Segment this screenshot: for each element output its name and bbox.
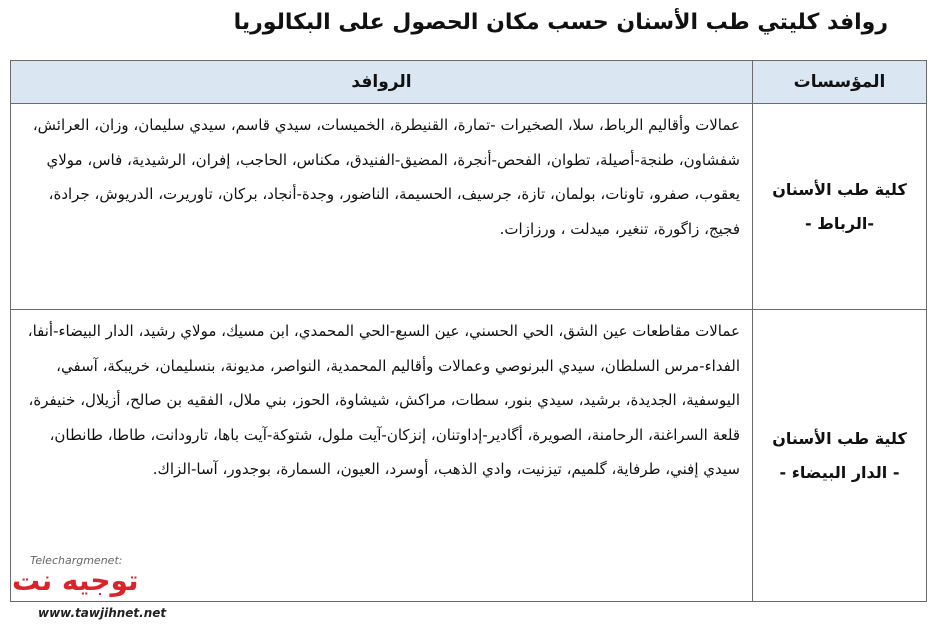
- header-institutions: المؤسسات: [753, 61, 927, 104]
- watermark-caption: Telechargmenet:: [30, 554, 123, 567]
- watermark-url[interactable]: www.tawjihnet.net: [38, 606, 167, 620]
- institution-cell: [753, 104, 927, 310]
- regions-cell: عمالات مقاطعات عين الشق، الحي الحسني، عين السبع-الحي المحمدي، ابن مسيك، مولاي رشيد، الدار البيضاء-أنفا، الفداء-مرس السلطان، سيدي البرنوصي وعمالات وأقاليم المحمدية، النواصر، مديونة، بنسليمان، خريبكة، آسفي، اليوسفية، الجديدة، برشيد، سيدي بنور، سطات، مراكش، شيشاوة، الحوز، بني ملال، الفقيه بن صالح، أزيلال، خنيفرة، قلعة السراغنة، الرحامنة، الصويرة، أگادير-إداوتنان، إنزكان-آيت ملول، شتوكة-آيت باها، تارودانت، طاطا، طانطان، سيدي إفني، طرفاية، گلميم، تيزنيت، وادي الذهب، أوسرد، العيون، السمارة، بوجدور، آسا-الزاك.: [11, 310, 753, 602]
- watermark-logo: توجيه نت: [12, 564, 139, 597]
- watermark: [8, 552, 208, 622]
- header-regions: الروافد: [11, 61, 753, 104]
- institution-name: كلية طب الأسنان: [772, 179, 907, 199]
- institution-city: - الدار البيضاء -: [779, 462, 900, 482]
- regions-cell: عمالات وأقاليم الرباط، سلا، الصخيرات -تمارة، القنيطرة، الخميسات، سيدي قاسم، سيدي سليمان، وزان، العرائش، شفشاون، طنجة-أصيلة، تطوان، الفحص-أنجرة، المضيق-الفنيدق، مكناس، الحاجب، إفران، الرشيدية، فاس، مولاي يعقوب، صفرو، تاونات، بولمان، تازة، جرسيف، الحسيمة، الناضور، وجدة-أنجاد، بركان، تاوريرت، الدريوش، جرادة، فجيج، زاگورة، تنغير، ميدلت ، ورزازات.: [11, 104, 753, 310]
- table-header-row: [11, 61, 927, 104]
- institution-name: كلية طب الأسنان: [772, 428, 907, 448]
- affiliation-table: [10, 60, 927, 602]
- institution-cell: [753, 310, 927, 602]
- institution-city: -الرباط -: [805, 213, 874, 233]
- page-title: روافد كليتي طب الأسنان حسب مكان الحصول على البكالوريا: [233, 10, 888, 35]
- table-row: [11, 104, 927, 310]
